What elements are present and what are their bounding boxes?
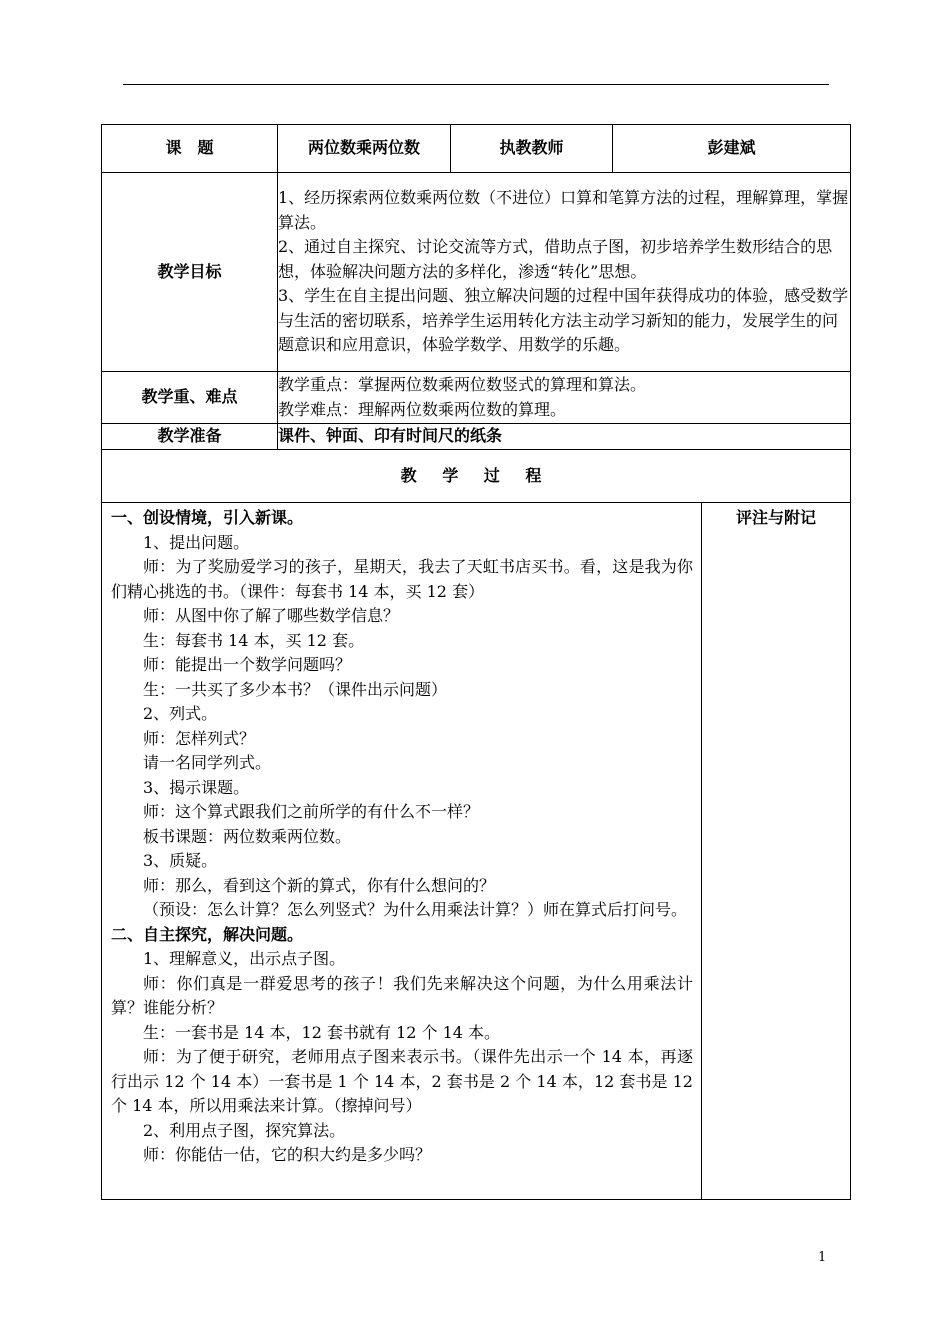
section-heading: 二、自主探究，解决问题。	[111, 924, 304, 944]
key-point-item: 教学难点：理解两位数乘两位数的算理。	[278, 399, 567, 419]
process-row	[102, 503, 851, 1200]
process-content	[102, 503, 702, 1200]
remarks-column: 评注与附记	[702, 503, 851, 1200]
lesson-plan-table	[101, 124, 851, 1200]
process-line: 师：怎样列式？	[143, 728, 256, 748]
process-line: 2、列式。	[143, 704, 218, 723]
section-heading: 一、创设情境，引入新课。	[111, 508, 304, 527]
teacher-label: 执教教师	[451, 125, 613, 173]
topic-value: 两位数乘两位数	[278, 125, 451, 173]
process-line: 师：为了奖励爱学习的孩子，星期天，我去了天虹书店买书。看，这是我为你们精心挑选的书。（课件：每套书 14 本，买 12 套）	[111, 557, 693, 601]
process-line: 1、理解意义，出示点子图。	[143, 949, 346, 968]
process-line: 3、质疑。	[143, 851, 218, 870]
process-line: 2、利用点子图，探究算法。	[143, 1120, 346, 1140]
header-rule	[123, 84, 829, 85]
process-line: 生：一套书是 14 本，12 套书就有 12 个 14 本。	[143, 1022, 501, 1042]
objective-item: 3、学生在自主提出问题、独立解决问题的过程中国年获得成功的体验，感受数学与生活的密切联系，培养学生运用转化方法主动学习新知的能力，发展学生的问题意识和应用意识，体验学数学、用数学的乐趣。	[278, 286, 849, 355]
key-points-content	[278, 372, 851, 424]
teacher-value: 彭建斌	[613, 125, 851, 173]
process-title-row	[102, 450, 851, 503]
objectives-content	[278, 173, 851, 372]
process-line: 1、提出问题。	[143, 532, 250, 552]
process-line: 师：为了便于研究，老师用点子图来表示书。（课件先出示一个 14 本，再逐行出示 12 个 14 本）一套书是 1 个 14 本，2 套书是 2 个 14 本，12 套书是 12 个 14 本，所以用乘法来计算。（擦掉问号）	[111, 1047, 693, 1115]
objective-item: 1、经历探索两位数乘两位数（不进位）口算和笔算方法的过程，理解算理，掌握算法。	[278, 188, 849, 232]
process-line: 师：你能估一估，它的积大约是多少吗？	[143, 1145, 432, 1164]
process-line: 师：从图中你了解了哪些数学信息？	[143, 606, 400, 625]
process-line: 师：这个算式跟我们之前所学的有什么不一样？	[143, 802, 480, 821]
page-number: 1	[818, 1250, 827, 1265]
objectives-row	[102, 173, 851, 372]
key-points-label: 教学重、难点	[102, 372, 278, 424]
process-line: 请一名同学列式。	[143, 753, 272, 772]
process-line: 师：那么，看到这个新的算式，你有什么想问的？	[143, 875, 496, 895]
preparation-label: 教学准备	[102, 424, 278, 450]
header-row	[102, 125, 851, 173]
process-title: 教 学 过 程	[102, 450, 851, 503]
key-points-row	[102, 372, 851, 424]
process-line: 生：一共买了多少本书？（课件出示问题）	[143, 679, 448, 699]
process-line: 板书课题：两位数乘两位数。	[143, 826, 352, 846]
preparation-row	[102, 424, 851, 450]
objectives-label: 教学目标	[102, 173, 278, 372]
topic-label: 课 题	[102, 125, 278, 173]
process-line: （预设：怎么计算？怎么列竖式？为什么用乘法计算？）师在算式后打问号。	[143, 900, 688, 919]
process-line: 生：每套书 14 本，买 12 套。	[143, 630, 365, 650]
key-point-item: 教学重点：掌握两位数乘两位数竖式的算理和算法。	[278, 375, 647, 394]
objective-item: 2、通过自主探究、讨论交流等方式，借助点子图，初步培养学生数形结合的思想，体验解决问题方法的多样化，渗透“转化”思想。	[278, 237, 833, 281]
process-line: 师：你们真是一群爱思考的孩子！我们先来解决这个问题，为什么用乘法计算？谁能分析？	[111, 973, 693, 1017]
preparation-value: 课件、钟面、印有时间尺的纸条	[278, 424, 851, 450]
process-line: 3、揭示课题。	[143, 777, 250, 797]
process-line: 师：能提出一个数学问题吗？	[143, 655, 352, 674]
